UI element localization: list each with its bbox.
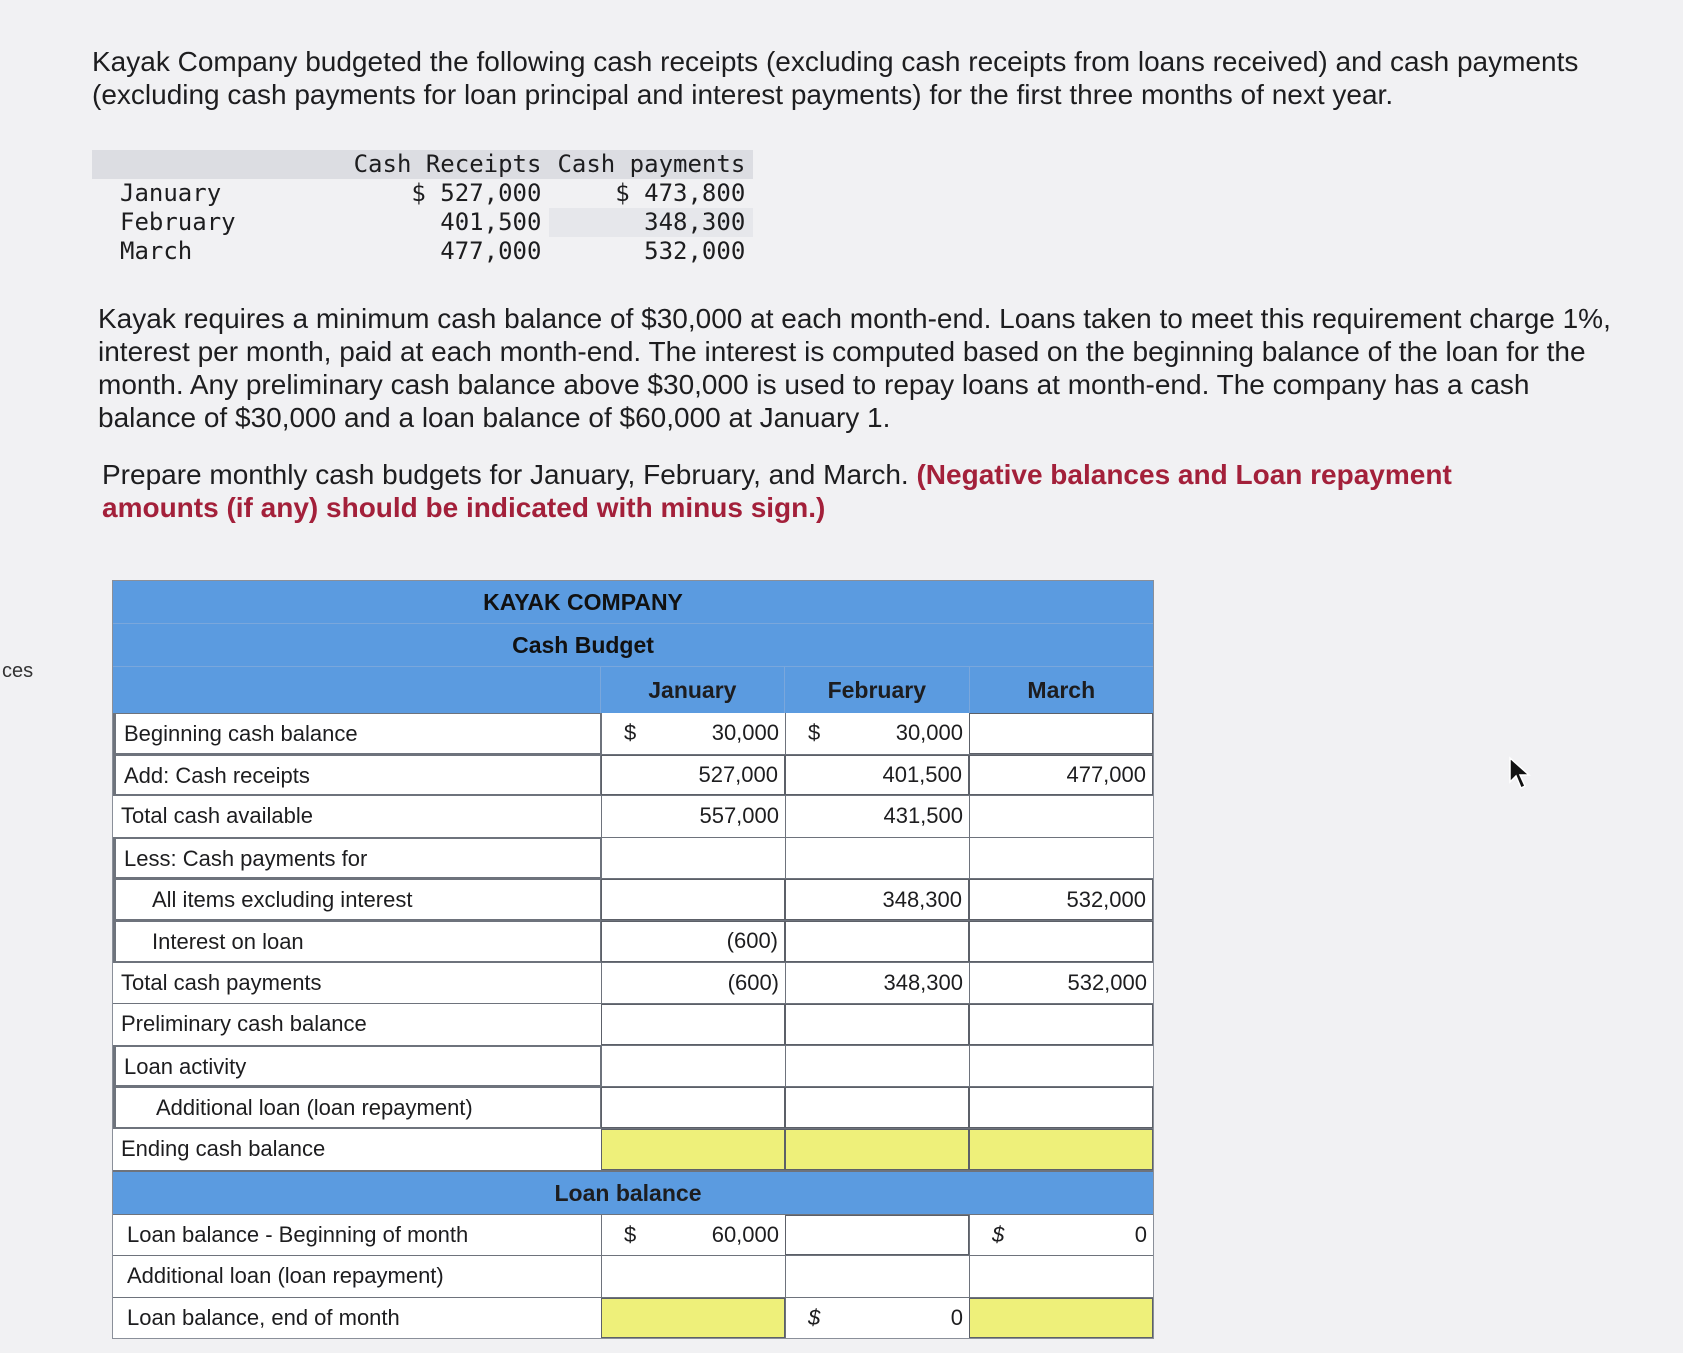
row-label: Loan activity <box>113 1046 601 1087</box>
february-all-items-input[interactable]: 348,300 <box>785 879 969 920</box>
january-all-items-input[interactable] <box>601 879 785 920</box>
given-row <box>92 208 753 237</box>
loan-balance-header: Loan balance <box>113 1171 1153 1215</box>
row-label: Additional loan (loan repayment) <box>127 1263 444 1289</box>
january-loan-additional <box>601 1256 785 1297</box>
february-receipts-input[interactable]: 401,500 <box>785 755 969 796</box>
payments-value: 348,300 <box>549 208 753 237</box>
currency-symbol: $ <box>808 1305 821 1331</box>
march-loan-beginning: $ 0 <box>969 1215 1153 1256</box>
currency-symbol: $ <box>808 720 821 746</box>
january-total-available: 557,000 <box>601 796 785 837</box>
given-row <box>92 237 753 266</box>
receipts-value: 477,000 <box>440 237 542 265</box>
march-ending-cash <box>969 1129 1153 1170</box>
february-beginning-cash: $ 30,000 <box>785 713 969 754</box>
march-loan-end <box>969 1298 1153 1339</box>
row-label: Additional loan (loan repayment) <box>113 1087 601 1128</box>
january-receipts-input[interactable]: 527,000 <box>601 755 785 796</box>
march-all-items-input[interactable]: 532,000 <box>969 879 1153 920</box>
march-interest-input[interactable] <box>969 921 1153 962</box>
february-additional-loan-input[interactable] <box>785 1087 969 1128</box>
month-header-row <box>113 667 1153 713</box>
february-interest-input[interactable] <box>785 921 969 962</box>
problem-intro: Kayak Company budgeted the following cash receipts (excluding cash receipts from loans received) and cash payments (excluding cash payments for loan principal and interest payments) for the first three months of next year. <box>92 46 1579 110</box>
row-label: Loan balance - Beginning of month <box>127 1221 469 1247</box>
less-payments-row <box>113 838 1153 880</box>
loan-beginning-row <box>113 1215 1153 1257</box>
march-beginning-cash-input[interactable] <box>969 713 1153 754</box>
total-cash-available-row <box>113 796 1153 838</box>
additional-loan-row <box>113 1087 1153 1129</box>
month-header-march: March <box>969 667 1153 713</box>
given-header-row <box>92 150 753 179</box>
january-interest-input[interactable]: (600) <box>601 921 785 962</box>
month-header-february: February <box>784 667 968 713</box>
total-payments-row <box>113 963 1153 1005</box>
january-total-payments: (600) <box>601 963 785 1004</box>
row-label: All items excluding interest <box>113 879 601 920</box>
budget-title: Cash Budget <box>113 624 1153 667</box>
row-label: Total cash payments <box>121 969 322 995</box>
instruction-note: (Negative balances and Loan repayment amounts (if any) should be indicated with minus sign.) <box>102 459 1452 523</box>
row-label: Total cash available <box>121 803 314 829</box>
february-loan-additional <box>785 1256 969 1297</box>
january-loan-beginning: $ 60,000 <box>601 1215 785 1256</box>
blank-cell <box>969 838 1153 879</box>
payments-value: 532,000 <box>644 237 746 265</box>
currency-symbol: $ <box>624 720 637 746</box>
currency-symbol: $ <box>624 1221 637 1247</box>
march-preliminary-input[interactable] <box>969 1004 1153 1045</box>
currency-symbol: $ <box>992 1221 1005 1247</box>
row-label: Interest on loan <box>113 921 601 962</box>
receipts-header: Cash Receipts <box>346 150 550 179</box>
preliminary-balance-row <box>113 1004 1153 1046</box>
blank-cell <box>785 1046 969 1087</box>
row-label: Beginning cash balance <box>113 713 601 754</box>
march-total-payments: 532,000 <box>969 963 1153 1004</box>
ending-cash-row <box>113 1129 1153 1171</box>
company-name: KAYAK COMPANY <box>113 581 1153 624</box>
blank-cell <box>969 1046 1153 1087</box>
march-additional-loan-input[interactable] <box>969 1087 1153 1128</box>
instruction <box>102 458 1532 524</box>
blank-cell <box>785 838 969 879</box>
january-beginning-cash: $ 30,000 <box>601 713 785 754</box>
row-label: Loan balance, end of month <box>127 1304 400 1330</box>
receipts-value: $ 527,000 <box>411 179 542 207</box>
month-label: January <box>120 179 222 207</box>
february-total-payments: 348,300 <box>785 963 969 1004</box>
february-preliminary-input[interactable] <box>785 1004 969 1045</box>
february-total-available: 431,500 <box>785 796 969 837</box>
mouse-pointer-icon <box>1508 756 1534 792</box>
all-items-row <box>113 879 1153 921</box>
month-header-january: January <box>600 667 784 713</box>
february-ending-cash <box>785 1129 969 1170</box>
row-label: Preliminary cash balance <box>121 1011 367 1037</box>
january-additional-loan-input[interactable] <box>601 1087 785 1128</box>
january-preliminary-input[interactable] <box>601 1004 785 1045</box>
cash-receipts-row <box>113 755 1153 797</box>
row-label: Ending cash balance <box>121 1135 326 1161</box>
side-tab-label: ces <box>2 660 34 682</box>
interest-row <box>113 921 1153 963</box>
month-label: March <box>120 237 193 265</box>
cash-budget-worksheet <box>112 580 1154 1339</box>
blank-cell <box>601 838 785 879</box>
loan-activity-row <box>113 1046 1153 1088</box>
given-data-table <box>92 150 753 266</box>
march-loan-additional <box>969 1256 1153 1297</box>
receipts-value: 401,500 <box>440 208 542 236</box>
february-loan-beginning-input[interactable] <box>785 1215 969 1256</box>
row-label: Less: Cash payments for <box>113 838 601 879</box>
loan-additional-row <box>113 1256 1153 1298</box>
payments-header: Cash payments <box>549 150 753 179</box>
march-receipts-input[interactable]: 477,000 <box>969 755 1153 796</box>
january-ending-cash <box>601 1129 785 1170</box>
month-label: February <box>120 208 236 236</box>
loan-end-row <box>113 1298 1153 1339</box>
february-loan-end: $ 0 <box>785 1298 969 1339</box>
requirements-paragraph: Kayak requires a minimum cash balance of $30,000 at each month-end. Loans taken to meet this requirement charge 1%, interest per month, paid at each month-end. The interest is computed based on the beginning balance of the loan for the month. Any preliminary cash balance above $30,000 is used to repay loans at month-end. The company has a cash balance of $30,000 and a loan balance of $60,000 at January 1. <box>98 303 1611 433</box>
blank-cell <box>601 1046 785 1087</box>
march-total-available <box>969 796 1153 837</box>
row-label: Add: Cash receipts <box>113 755 601 796</box>
january-loan-end <box>601 1298 785 1339</box>
payments-value: $ 473,800 <box>615 179 746 207</box>
beginning-cash-row <box>113 713 1153 755</box>
given-row <box>92 179 753 208</box>
instruction-text: Prepare monthly cash budgets for January, February, and March. <box>102 459 909 490</box>
